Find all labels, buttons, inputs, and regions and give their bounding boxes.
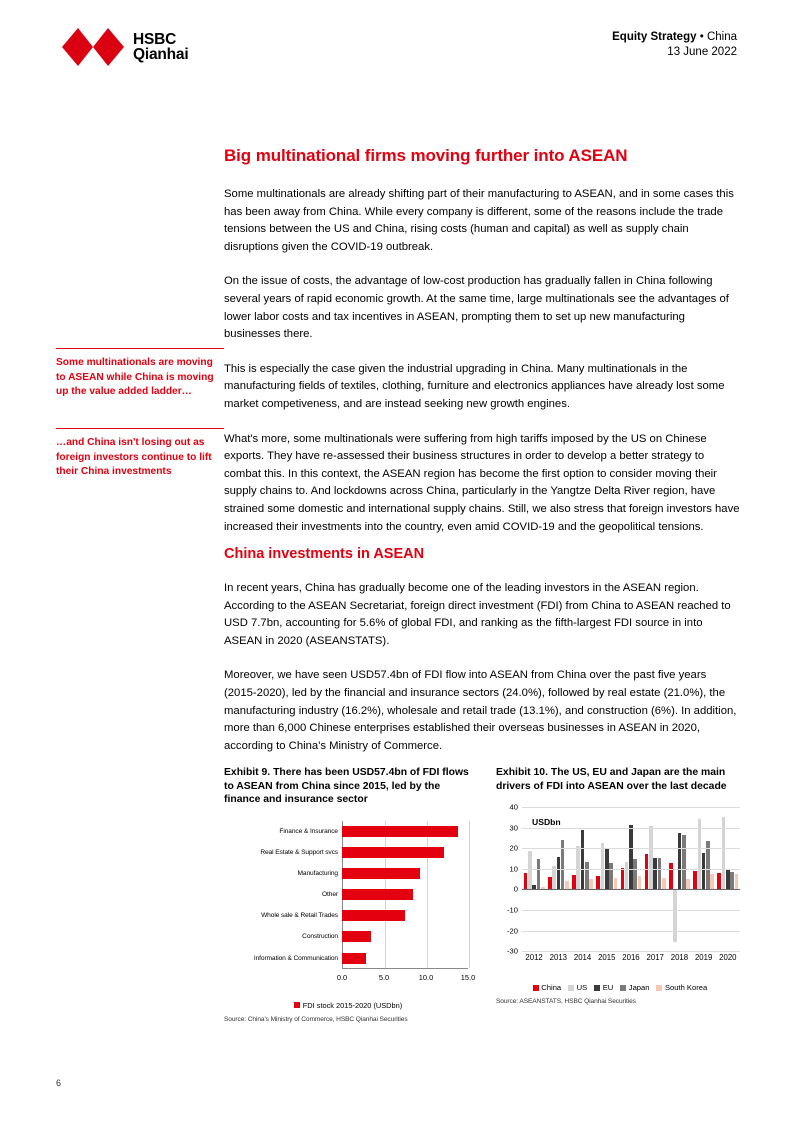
- legend-swatch-china: [533, 985, 539, 991]
- exhibit-10-source: Source: ASEANSTATS, HSBC Qianhai Securities: [496, 998, 636, 1006]
- exhibit-10-year-group: [643, 807, 667, 951]
- exhibit-9-bar-row: [224, 948, 472, 969]
- exhibit-10-bar: [581, 830, 585, 889]
- exhibit-10-zero-axis: [522, 889, 740, 890]
- section-1-heading: Big multinational firms moving further into ASEAN: [224, 146, 628, 165]
- exhibit-10-x-tick: 2013: [549, 953, 567, 963]
- exhibit-10-bar: [572, 875, 576, 889]
- exhibit-10-bar: [658, 858, 662, 889]
- exhibit-10-legend: [496, 983, 744, 992]
- header-meta: [612, 31, 737, 58]
- exhibit-10-title: Exhibit 10. The US, EU and Japan are the main drivers of FDI into ASEAN over the last decade: [496, 767, 727, 792]
- exhibit-9-bar: [342, 847, 444, 858]
- margin-note-1: Some multinationals are moving to ASEAN while China is moving up the value added ladder…: [56, 348, 224, 400]
- exhibit-9-category-label: Other: [322, 891, 338, 899]
- exhibit-10-year-group: [570, 807, 594, 951]
- exhibit-9: [224, 766, 476, 1023]
- exhibit-10-legend-item: [656, 983, 707, 992]
- exhibit-9-bar-track: [342, 948, 472, 969]
- exhibit-10-bar: [589, 879, 593, 889]
- exhibit-9-x-tick: 5.0: [378, 972, 390, 982]
- exhibit-10-y-tick: 0: [513, 884, 518, 894]
- exhibit-10-year-group: [667, 807, 691, 951]
- page-number: 6: [56, 1078, 62, 1088]
- exhibit-9-bar-track: [342, 863, 472, 884]
- section-1-paragraph-3: This is especially the case given the industrial upgrading in China. Many multinationals in the manufacturing fields of textiles, clothing, furniture and electronics appliances have already lost some market competiveness, and are instead seeking new growth engines.: [224, 362, 725, 410]
- section-2-paragraph-1: In recent years, China has gradually become one of the leading investors in the ASEAN region. According to the ASEAN Secretariat, foreign direct investment (FDI) from China to ASEAN reached to USD 7.7bn, accounting for 5.6% of global FDI, and ranking as the fifth-largest FDI source in into ASEAN in 2020 (ASEANSTATS).: [224, 582, 731, 647]
- legend-swatch-eu: [594, 985, 600, 991]
- exhibit-10-y-tick: -20: [507, 926, 518, 936]
- exhibit-10-gridline: [522, 807, 740, 808]
- exhibit-10-bar: [669, 863, 673, 889]
- logo-line-1: HSBC: [133, 30, 177, 48]
- exhibit-10-y-tick: -30: [507, 946, 518, 956]
- exhibit-9-legend-label: FDI stock 2015-2020 (USDbn): [302, 1000, 403, 1010]
- exhibit-9-bar-track: [342, 884, 472, 905]
- exhibit-10-bar: [601, 843, 605, 889]
- exhibit-10-x-tick: 2020: [719, 953, 737, 963]
- exhibit-10-y-tick: 30: [509, 823, 518, 833]
- exhibit-10-bar: [524, 873, 528, 889]
- exhibit-9-bar-row: [224, 884, 472, 905]
- section-1-paragraph-4: What's more, some multinationals were suffering from high tariffs imposed by the US on Chinese exports. They have re-assessed their business structures in order to develop a better strategy to combat this. In this context, the ASEAN region has become the first option to consider moving their supply chains to. And lockdowns across China, particularly in the Yangtze Delta River region, have strained some domestic and international supply chains. Still, we also stress that foreign investors have increased their investments into the country, even amid COVID-19 and the geopolitical tensions.: [224, 432, 740, 533]
- exhibit-10-legend-label: South Korea: [664, 983, 708, 993]
- exhibit-10-bar: [633, 859, 637, 889]
- exhibit-10-y-axis-labels: [496, 803, 520, 955]
- header-title: [612, 31, 737, 43]
- exhibit-10-bar: [609, 863, 613, 890]
- exhibit-10-x-axis-labels: [522, 953, 740, 962]
- exhibit-10-bar: [528, 851, 532, 889]
- exhibit-9-bar-track: [342, 905, 472, 926]
- exhibit-9-bar: [342, 889, 413, 900]
- exhibit-10-plot-frame: [522, 807, 740, 951]
- exhibit-10-legend-label: China: [541, 983, 562, 993]
- exhibit-9-bar: [342, 931, 371, 942]
- exhibit-9-legend: [224, 1001, 472, 1010]
- exhibit-10-gridline: [522, 869, 740, 870]
- exhibit-10-x-tick: 2017: [646, 953, 664, 963]
- exhibit-9-bar-track: [342, 842, 472, 863]
- exhibit-10-y-tick: 20: [509, 843, 518, 853]
- exhibit-10-bar: [576, 846, 580, 889]
- exhibit-10-bar: [673, 889, 677, 941]
- exhibit-10-chart: [496, 803, 744, 973]
- exhibit-10-gridline: [522, 828, 740, 829]
- exhibit-10-bar: [686, 879, 690, 889]
- exhibit-10-year-group: [546, 807, 570, 951]
- exhibit-10-bar: [645, 854, 649, 889]
- exhibit-10-legend-label: EU: [602, 983, 614, 993]
- exhibit-10-bar: [625, 862, 629, 890]
- exhibit-10-x-tick: 2014: [573, 953, 592, 963]
- section-china-investments: [224, 546, 740, 772]
- exhibit-10-legend-item: [620, 983, 649, 992]
- exhibit-10-legend-label: US: [576, 983, 588, 993]
- exhibit-10-bar: [698, 819, 702, 890]
- exhibit-9-chart: [224, 817, 476, 987]
- legend-swatch-japan: [620, 985, 626, 991]
- exhibit-10: [496, 766, 744, 1023]
- exhibit-10-bar: [710, 874, 714, 889]
- section-2-paragraph-2: Moreover, we have seen USD57.4bn of FDI flow into ASEAN from China over the past five years (2015-2020), led by the financial and insurance sectors (24.0%), followed by real estate (21.0%), the manufacturing industry (16.2%), wholesale and retail trade (13.1%), and construction (6%). In addition, more than 6,000 Chinese enterprises established their overseas businesses in ASEAN in 2020, according to China's Ministry of Commerce.: [224, 669, 737, 752]
- exhibit-10-bar: [693, 871, 697, 890]
- exhibit-10-year-group: [692, 807, 716, 951]
- hsbc-hexagon-icon: [62, 28, 124, 66]
- exhibit-10-y-tick: 40: [509, 802, 518, 812]
- exhibit-9-category-label: Real Estate & Support svcs: [260, 848, 338, 856]
- exhibit-10-year-group: [522, 807, 546, 951]
- exhibit-10-legend-item: [594, 983, 613, 992]
- exhibit-10-bar: [614, 878, 618, 889]
- exhibit-9-category-label: Finance & Insurance: [279, 827, 338, 835]
- header-date: 13 June 2022: [667, 46, 737, 58]
- exhibit-9-source: Source: China's Ministry of Commerce, HSBC Qianhai Securities: [224, 1015, 408, 1023]
- exhibit-9-x-axis-labels: [336, 972, 476, 983]
- exhibit-10-bar: [662, 878, 666, 889]
- exhibit-10-gridline: [522, 931, 740, 932]
- exhibit-10-bar: [678, 833, 682, 890]
- exhibit-10-bar: [682, 835, 686, 890]
- legend-swatch-south-korea: [656, 985, 662, 991]
- logo-wordmark: [133, 32, 188, 63]
- exhibit-10-bar: [717, 873, 721, 889]
- exhibit-9-bar: [342, 826, 458, 837]
- header-title-bold: Equity Strategy: [612, 31, 697, 43]
- legend-swatch-us: [568, 985, 574, 991]
- exhibit-9-category-label: Whole sale & Retail Trades: [261, 912, 338, 920]
- exhibit-10-bar: [730, 872, 734, 890]
- exhibit-9-bar-row: [224, 842, 472, 863]
- exhibit-10-bar: [653, 858, 657, 889]
- exhibit-10-y-tick: -10: [507, 905, 518, 915]
- exhibit-10-year-group: [619, 807, 643, 951]
- exhibit-10-legend-item: [533, 983, 561, 992]
- exhibit-10-bar: [537, 859, 541, 889]
- exhibit-10-year-group: [595, 807, 619, 951]
- exhibit-9-x-tick: 15.0: [460, 972, 476, 982]
- section-1-paragraph-2: On the issue of costs, the advantage of low-cost production has gradually fallen in China following several years of rapid economic growth. At the same time, large multinationals see the advantages of lower labor costs and tax incentives in ASEAN, prompting them to set up new manufacturing businesses there.: [224, 275, 729, 341]
- exhibit-9-bar-track: [342, 821, 472, 842]
- exhibit-10-bar: [649, 826, 653, 889]
- exhibit-9-title: Exhibit 9. There has been USD57.4bn of FDI flows to ASEAN from China since 2015, led by the finance and insurance sector: [224, 767, 469, 806]
- exhibit-10-bar: [735, 874, 739, 889]
- exhibit-9-bar: [342, 953, 366, 964]
- exhibit-10-units-label: USDbn: [532, 817, 561, 828]
- header-title-region: China: [706, 31, 737, 43]
- legend-swatch-fdi-stock: [294, 1002, 300, 1008]
- exhibit-10-x-tick: 2015: [598, 953, 616, 963]
- exhibit-9-category-label: Manufacturing: [297, 870, 338, 878]
- exhibit-10-gridline: [522, 951, 740, 952]
- exhibit-10-x-tick: 2019: [694, 953, 713, 963]
- exhibit-9-x-tick: 10.0: [418, 972, 434, 982]
- exhibit-10-x-tick: 2016: [622, 953, 640, 963]
- exhibit-10-x-tick: 2012: [525, 953, 543, 963]
- exhibit-10-bar: [548, 877, 552, 890]
- exhibit-10-bar: [557, 857, 561, 889]
- section-2-heading: China investments in ASEAN: [224, 546, 425, 562]
- exhibit-9-bar-row: [224, 926, 472, 947]
- exhibit-10-bar: [596, 876, 600, 890]
- hsbc-qianhai-logo: [62, 28, 188, 66]
- exhibit-10-legend-item: [568, 983, 587, 992]
- margin-note-2: …and China isn't losing out as foreign investors continue to lift their China investments: [56, 428, 224, 480]
- exhibit-10-legend-label: Japan: [628, 983, 650, 993]
- exhibit-10-bar: [565, 881, 569, 889]
- exhibit-9-category-label: Information & Communication: [253, 954, 338, 962]
- exhibit-9-bar-row: [224, 821, 472, 842]
- exhibit-10-bar: [621, 868, 625, 890]
- exhibit-10-bar-groups: [522, 807, 740, 951]
- exhibit-10-bar: [726, 869, 730, 890]
- header-title-separator: •: [699, 31, 704, 43]
- exhibit-9-bar-row: [224, 905, 472, 926]
- exhibit-9-bar: [342, 910, 405, 921]
- exhibit-10-gridline: [522, 910, 740, 911]
- exhibit-9-bar: [342, 868, 420, 879]
- section-1-paragraph-1: Some multinationals are already shifting part of their manufacturing to ASEAN, and in some cases this has been away from China. While every company is different, some of the reasons include the trade tensions between the US and China, rising costs (human and capital) as well as supply chain disruptions given the COVID-19 outbreak.: [224, 188, 734, 253]
- exhibit-10-y-tick: 10: [509, 864, 518, 874]
- exhibit-10-x-tick: 2018: [670, 953, 689, 963]
- exhibit-9-category-label: Construction: [302, 933, 338, 941]
- exhibit-9-x-tick: 0.0: [336, 972, 348, 982]
- exhibit-10-year-group: [716, 807, 740, 951]
- section-multinationals: [224, 146, 740, 553]
- exhibit-10-bar: [702, 853, 706, 889]
- exhibit-10-bar: [629, 825, 633, 890]
- exhibits-row: [224, 766, 744, 1023]
- exhibit-9-bar-row: [224, 863, 472, 884]
- logo-line-2: Qianhai: [133, 46, 189, 63]
- exhibit-9-bars: [224, 821, 472, 969]
- exhibit-10-bar: [585, 862, 589, 889]
- exhibit-9-bar-track: [342, 926, 472, 947]
- exhibit-10-gridline: [522, 848, 740, 849]
- exhibit-10-bar: [638, 876, 642, 889]
- page-header: [0, 0, 793, 92]
- exhibit-10-bar: [561, 840, 565, 890]
